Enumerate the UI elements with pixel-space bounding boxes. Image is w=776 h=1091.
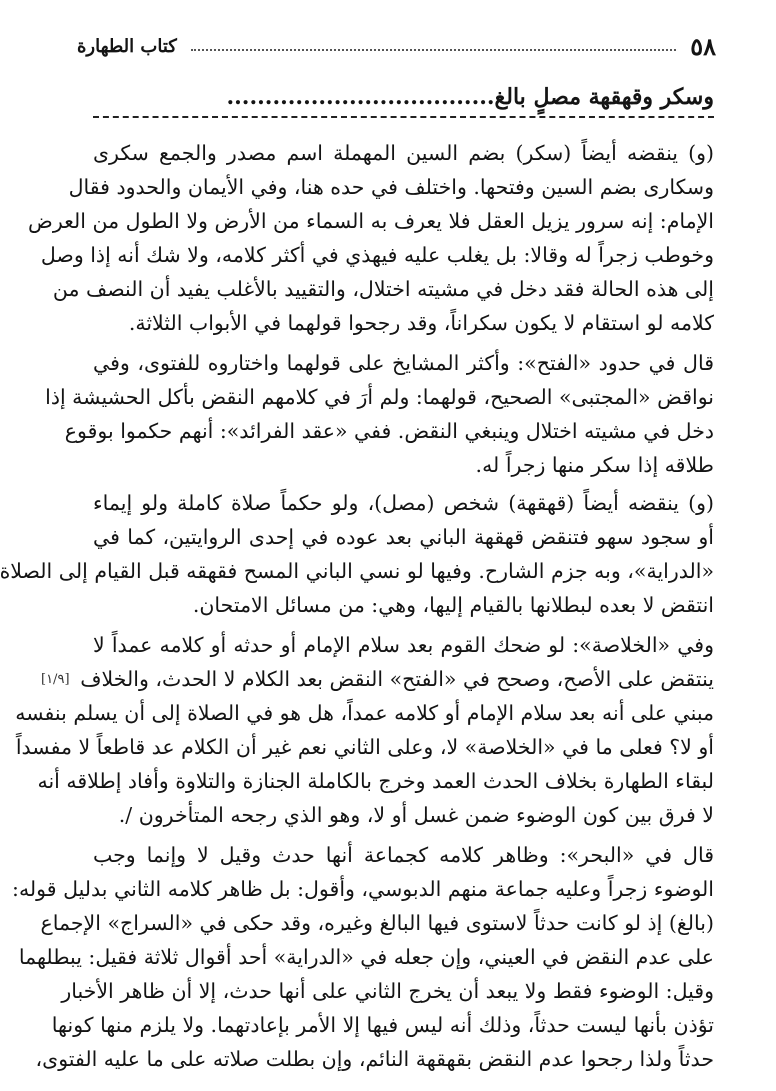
- text-line: قال في حدود «الفتح»: وأكثر المشايخ على قولهما واختاروه للفتوى، وفي: [93, 351, 714, 375]
- text-line: وقيل: الوضوء فقط ولا يبعد أن يخرج الثاني على أنها حدث، إلا أن ظاهر الأخبار: [61, 979, 714, 1003]
- text-line: لبقاء الطهارة بخلاف الحدث العمد وخرج بالكاملة الجنازة والتلاوة وأفاد إطلاقه أنه: [37, 769, 714, 793]
- text-line: وخوطب زجراً له وقالا: بل يغلب عليه فيهذي في أكثر كلامه، ولا شك أنه إذا وصل: [40, 243, 714, 267]
- text-line: ينتقض على الأصح، وصحح في «الفتح» النقض بعد الكلام لا الحدث، والخلاف: [80, 667, 714, 691]
- text-line: مبني على أنه بعد سلام الإمام أو كلامه عمداً، هل هو في الصلاة إلى أن يسلم بنفسه: [15, 701, 714, 725]
- text-line: دخل في مشيته اختلال وينبغي النقض. ففي «عقد الفرائد»: أنهم حكموا بوقوع: [64, 419, 714, 443]
- text-line: (بالغ) إذ لو كانت حدثاً لاستوى فيها البالغ وغيره، وقد حكى في «السراج» الإجماع: [40, 911, 714, 935]
- text-line: «الدراية»، وبه جزم الشارح. وفيها لو نسي الباني المسح فقهقه قبل القيام إلى الصلاة: [0, 559, 714, 583]
- text-line: قال في «البحر»: وظاهر كلامه كجماعة أنها حدث وقيل لا وإنما وجب: [93, 843, 714, 867]
- text-line: (و) ينقضه أيضاً (سكر) بضم السين المهملة اسم مصدر والجمع سكرى: [93, 141, 714, 165]
- text-line: لا فرق بين كون الوضوء ضمن غسل أو لا، وهو الذي رجحه المتأخرون /.: [118, 803, 714, 827]
- margin-reference: [١/٩]: [41, 672, 70, 687]
- book-title: كتاب الطهارة: [77, 35, 177, 57]
- text-line: أو لا؟ فعلى ما في «الخلاصة» لا، وعلى الثاني نعم غير أن الكلام عد قاطعاً لا مفسداً: [15, 735, 714, 759]
- text-line: وسكارى بضم السين وفتحها. واختلف في حده هنا، وفي الأيمان والحدود فقال: [68, 175, 714, 199]
- text-line: (و) ينقضه أيضاً (قهقهة) شخص (مصل)، ولو حكماً صلاة كاملة ولو إيماء: [93, 491, 714, 515]
- text-line: انتقض لا بعده لبطلانها بالقيام إليها، وهي: من مسائل الامتحان.: [192, 593, 714, 617]
- text-line: وفي «الخلاصة»: لو ضحك القوم بعد سلام الإمام أو حدثه أو كلامه عمداً لا: [93, 633, 714, 657]
- text-line: كلامه لو استقام لا يكون سكراناً، وقد رجحوا قولهما في الأبواب الثلاثة.: [128, 311, 714, 335]
- text-line: الإمام: إنه سرور يزيل العقل فلا يعرف به السماء من الأرض ولا الطول من العرض: [28, 209, 714, 233]
- text-line: حدثاً ولذا رجحوا عدم النقض بقهقهة النائم، وإن بطلت صلاته على ما عليه الفتوى،: [35, 1047, 714, 1071]
- text-line: تؤذن بأنها ليست حدثاً، وذلك أنه ليس فيها إلا الأمر بإعادتهما. ولا يلزم منها كونها: [51, 1013, 714, 1037]
- text-line: على عدم النقض في العيني، وإن جعله في «الدراية» أحد أقوال ثلاثة فقيل: يبطلهما: [18, 945, 714, 969]
- matn-line: وسكر وقهقهة مصلٍ بالغ...................................: [226, 84, 714, 110]
- text-line: الوضوء زجراً وعليه جماعة منهم الدبوسي، وأقول: بل ظاهر كلامه الثاني بدليل قوله:: [12, 877, 714, 901]
- text-line: إلى هذه الحالة فقد دخل في مشيته اختلال، والتقييد بالأغلب يفيد أن النصف من: [52, 277, 714, 301]
- text-line: طلاقه إذا سكر منها زجراً له.: [475, 453, 714, 477]
- text-line: أو سجود سهو فتنقض قهقهة الباني بعد عوده في إحدى الروايتين، كما في: [93, 525, 714, 549]
- page-number: ٥٨: [690, 31, 716, 61]
- matn-divider: [93, 116, 714, 118]
- text-line: نواقض «المجتبى» الصحيح، قولهما: ولم أرَ في كلامهم النقض بأكل الحشيشة إذا: [45, 385, 714, 409]
- header-dotted-rule: [191, 49, 676, 51]
- page-header: [77, 28, 716, 64]
